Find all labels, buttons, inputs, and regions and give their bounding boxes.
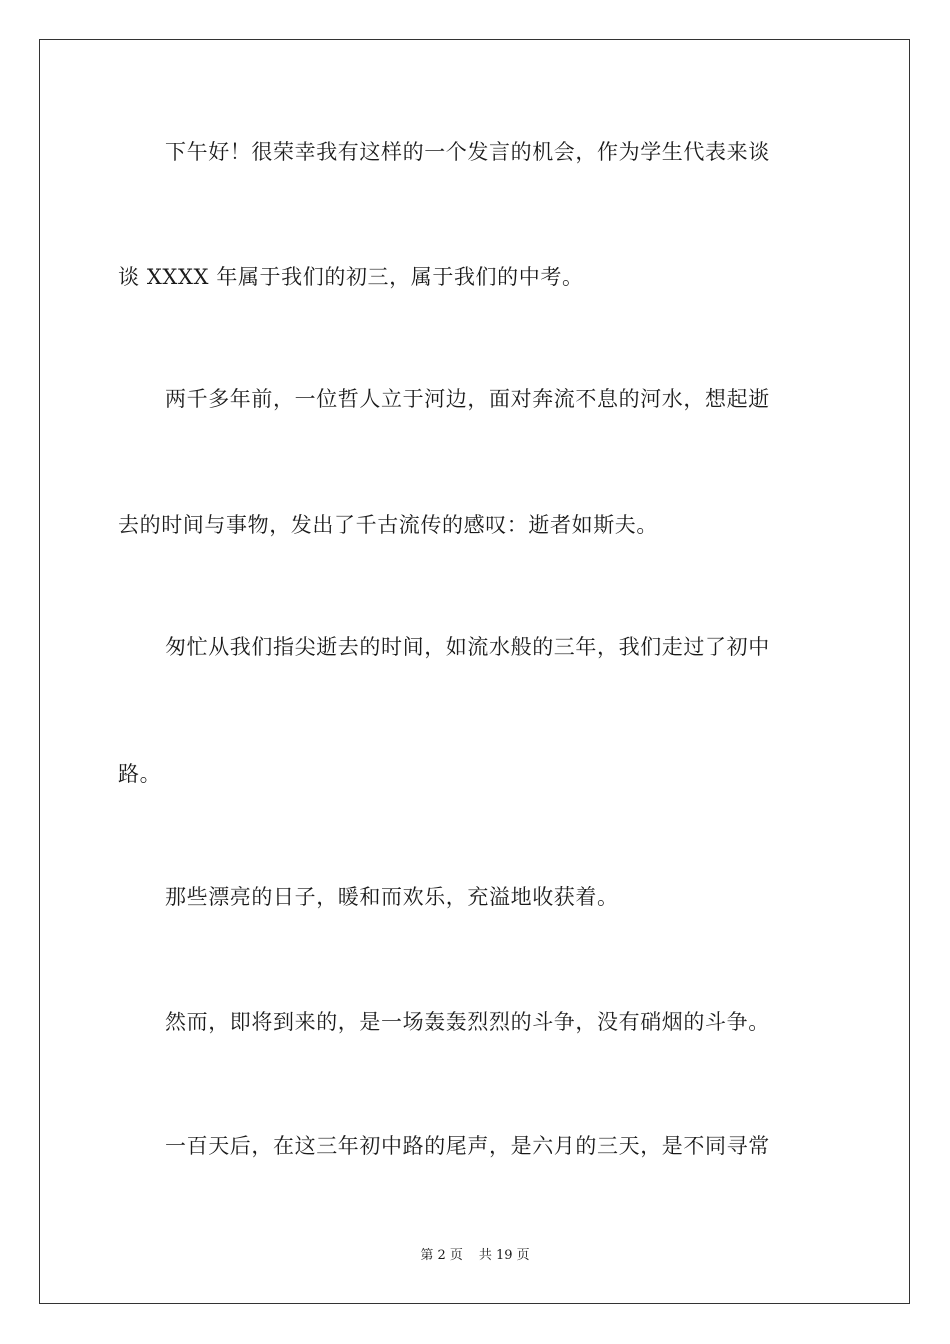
paragraph-1-line-1: 下午好！很荣幸我有这样的一个发言的机会，作为学生代表来谈 (165, 140, 770, 164)
paragraph-2-line-2: 去的时间与事物，发出了千古流传的感叹：逝者如斯夫。 (118, 513, 658, 537)
paragraph-5-line-1: 然而，即将到来的，是一场轰轰烈烈的斗争，没有硝烟的斗争。 (165, 1010, 770, 1034)
paragraph-3-line-1: 匆忙从我们指尖逝去的时间，如流水般的三年，我们走过了初中 (165, 635, 770, 659)
paragraph-6-line-1: 一百天后，在这三年初中路的尾声，是六月的三天，是不同寻常 (165, 1134, 770, 1158)
page-number: 第 2 页 (420, 1248, 463, 1263)
page-border (39, 39, 910, 1304)
page-footer (0, 1246, 950, 1266)
paragraph-1-line-2: 谈 XXXX 年属于我们的初三，属于我们的中考。 (118, 265, 584, 289)
paragraph-3-line-2: 路。 (118, 762, 162, 786)
page-total: 共 19 页 (478, 1248, 530, 1263)
paragraph-4-line-1: 那些漂亮的日子，暖和而欢乐，充溢地收获着。 (165, 885, 619, 909)
paragraph-2-line-1: 两千多年前，一位哲人立于河边，面对奔流不息的河水，想起逝 (165, 387, 770, 411)
